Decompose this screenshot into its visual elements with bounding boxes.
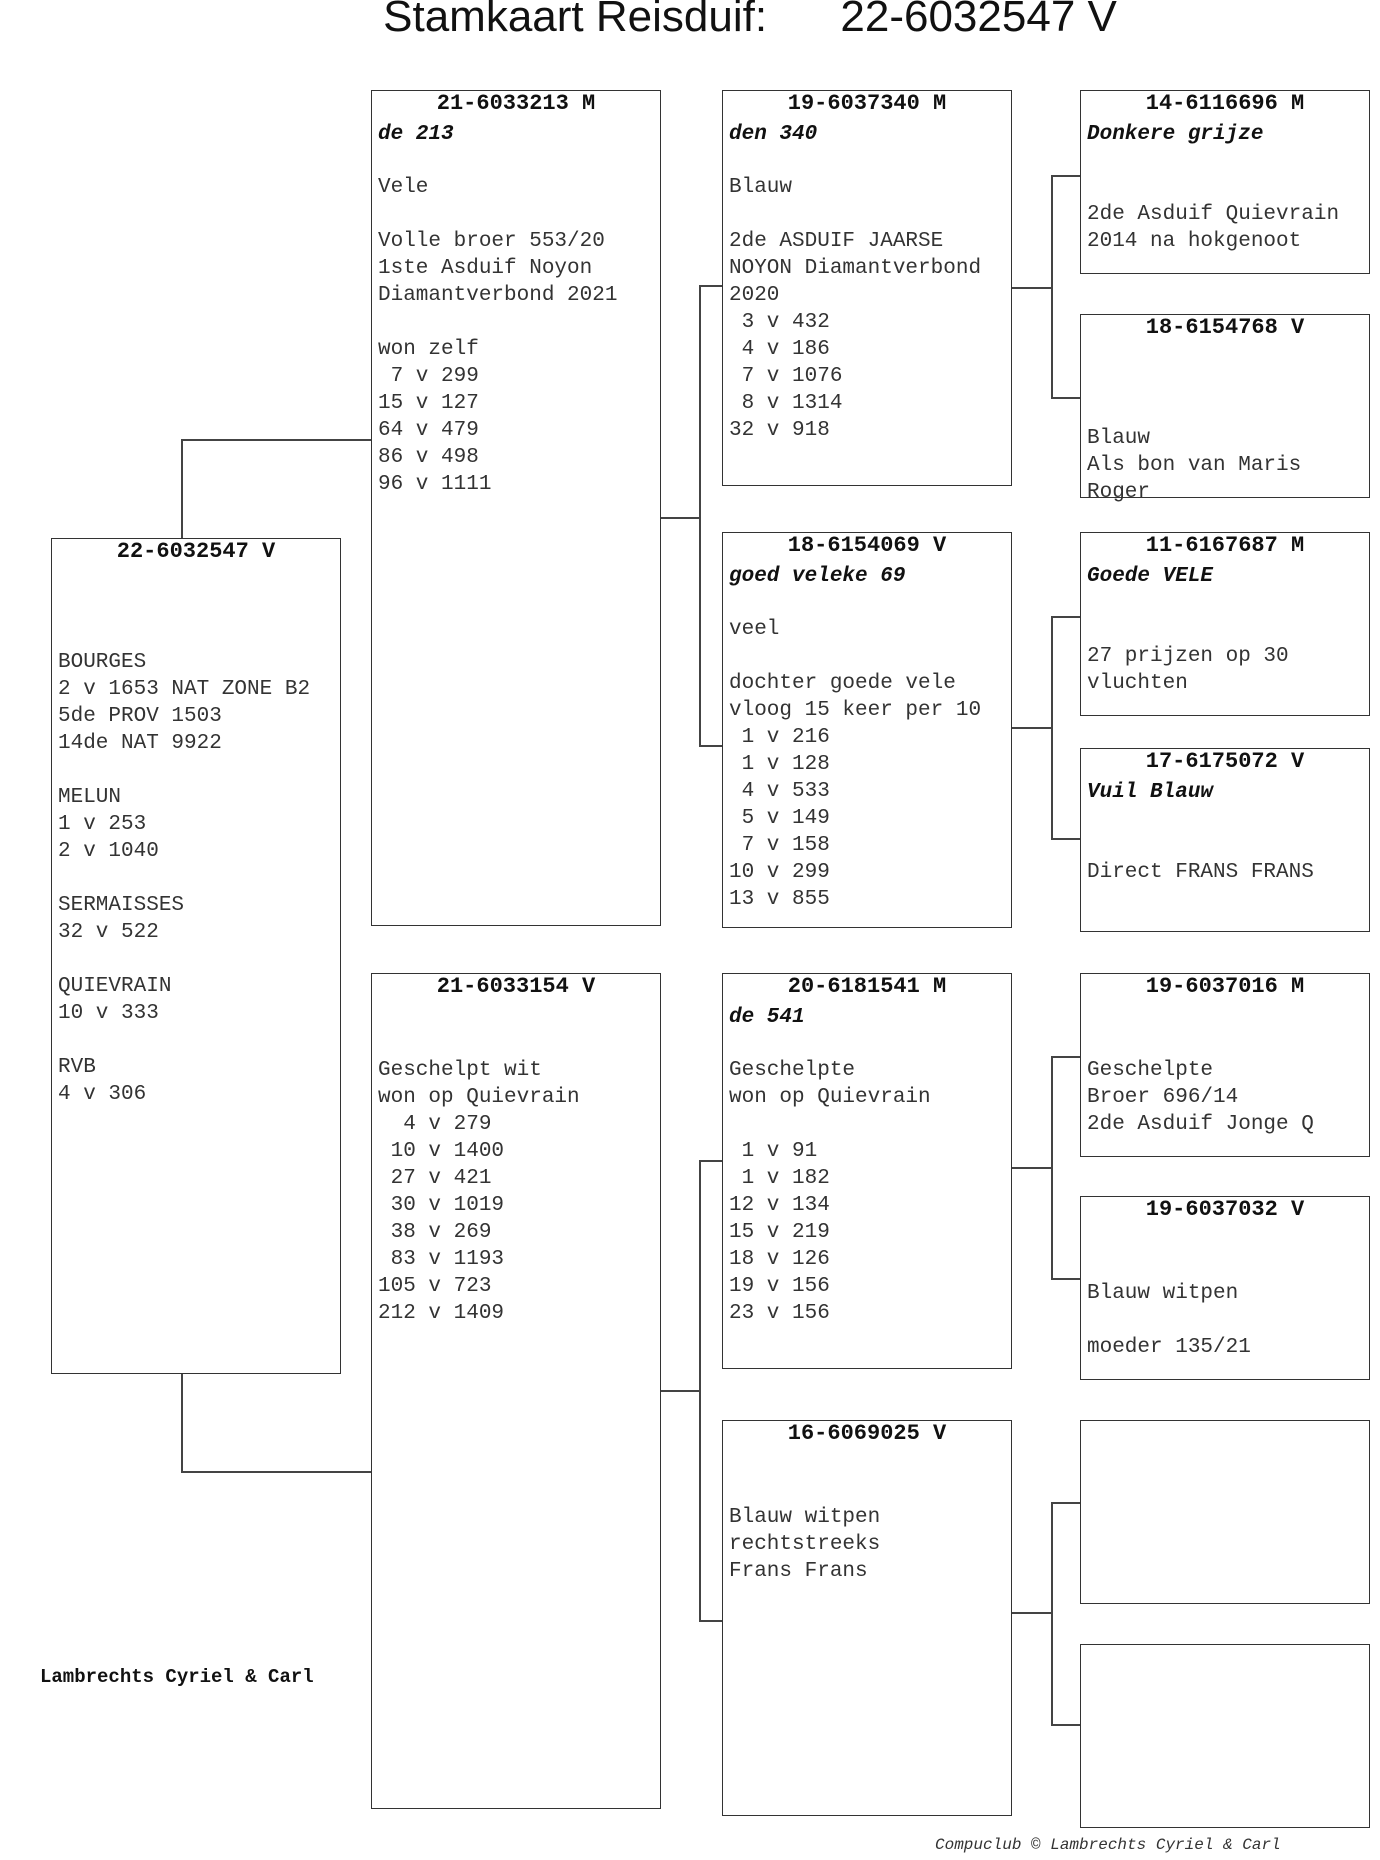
- connector-line: [1051, 616, 1053, 839]
- mother-card[interactable]: [371, 973, 661, 1809]
- pigeon-name: [372, 1004, 660, 1031]
- connector-line: [1051, 838, 1080, 840]
- great-grandparent-card-2[interactable]: [1080, 314, 1370, 504]
- pigeon-name: Vuil Blauw: [1087, 781, 1214, 804]
- maternal-grandfather-card[interactable]: [722, 973, 1012, 1369]
- ring-number: 21-6033213 M: [436, 91, 596, 116]
- owner-name: Lambrechts Cyriel & Carl: [40, 1666, 314, 1688]
- connector-line: [181, 439, 183, 538]
- connector-line: [1051, 1056, 1053, 1279]
- page-title: Stamkaart Reisduif: 22-6032547 V: [383, 0, 1117, 41]
- ring-number: 20-6181541 M: [787, 974, 947, 999]
- pigeon-notes: BOURGES 2 v 1653 NAT ZONE B2 5de PROV 1503 14de NAT 9922 MELUN 1 v 253 2 v 1040 SERMAISSES 32 v 522 QUIEVRAIN 10 v 333 RVB 4 v 306: [58, 651, 311, 1106]
- connector-line: [1051, 1502, 1053, 1725]
- paternal-grandmother-card[interactable]: [722, 532, 1012, 928]
- great-grandparent-card-4[interactable]: [1080, 748, 1370, 932]
- connector-line: [661, 517, 700, 519]
- connector-line: [181, 1374, 183, 1472]
- connector-line: [1012, 1167, 1052, 1169]
- ring-number: 14-6116696 M: [1145, 91, 1305, 116]
- ring-number: 17-6175072 V: [1145, 749, 1305, 774]
- footer-credit: Compuclub © Lambrechts Cyriel & Carl: [935, 1836, 1281, 1854]
- pigeon-notes: Vele Volle broer 553/20 1ste Asduif Noyon Diamantverbond 2021 won zelf 7 v 299 15 v 127 64 v 479 86 v 498 96 v 1111: [378, 176, 618, 496]
- pigeon-name: Donkere grijze: [1087, 123, 1264, 146]
- connector-line: [699, 745, 722, 747]
- father-card[interactable]: [371, 90, 661, 926]
- pigeon-name: Goede VELE: [1087, 565, 1214, 588]
- subject-card[interactable]: [51, 538, 341, 1374]
- connector-line: [699, 1620, 722, 1622]
- pigeon-name: [1081, 1227, 1369, 1254]
- great-grandparent-card-3[interactable]: [1080, 532, 1370, 716]
- connector-line: [1051, 1724, 1080, 1726]
- ring-number: 21-6033154 V: [436, 974, 596, 999]
- connector-line: [1012, 727, 1052, 729]
- pigeon-name: [1081, 1004, 1369, 1031]
- pigeon-notes: Blauw witpen rechtstreeks Frans Frans: [729, 1506, 881, 1583]
- great-grandparent-card-1[interactable]: [1080, 90, 1370, 274]
- pigeon-notes: veel dochter goede vele vloog 15 keer per 10 1 v 216 1 v 128 4 v 533 5 v 149 7 v 158 10 v 299 13 v 855: [729, 618, 982, 911]
- connector-line: [699, 1160, 722, 1162]
- pigeon-notes: 2de Asduif Quievrain 2014 na hokgenoot: [1087, 203, 1340, 253]
- connector-line: [181, 1471, 371, 1473]
- great-grandparent-card-8[interactable]: [1080, 1644, 1370, 1828]
- pigeon-notes: Direct FRANS FRANS: [1087, 861, 1314, 884]
- paternal-grandfather-card[interactable]: [722, 90, 1012, 486]
- connector-line: [1051, 397, 1080, 399]
- maternal-grandmother-card[interactable]: [722, 1420, 1012, 1816]
- ring-number: 18-6154069 V: [787, 533, 947, 558]
- great-grandparent-card-5[interactable]: [1080, 973, 1370, 1157]
- pigeon-notes: Geschelpte Broer 696/14 2de Asduif Jonge Q: [1087, 1059, 1314, 1136]
- ring-number: 19-6037032 V: [1145, 1197, 1305, 1222]
- pigeon-notes: Blauw 2de ASDUIF JAARSE NOYON Diamantverbond 2020 3 v 432 4 v 186 7 v 1076 8 v 1314 32 v 918: [729, 176, 982, 442]
- pigeon-name: goed veleke 69: [729, 565, 906, 588]
- ring-number: 19-6037340 M: [787, 91, 947, 116]
- ring-number: 11-6167687 M: [1145, 533, 1305, 558]
- ring-number: 16-6069025 V: [787, 1421, 947, 1446]
- pigeon-name: de 213: [378, 123, 454, 146]
- connector-line: [1051, 175, 1053, 398]
- ring-number: 22-6032547 V: [116, 539, 276, 564]
- pigeon-name: [1081, 345, 1369, 372]
- pigeon-notes: Geschelpte won op Quievrain 1 v 91 1 v 182 12 v 134 15 v 219 18 v 126 19 v 156 23 v 156: [729, 1059, 931, 1325]
- pigeon-name: [52, 569, 340, 596]
- connector-line: [699, 285, 701, 746]
- connector-line: [181, 439, 371, 441]
- great-grandparent-card-7[interactable]: [1080, 1420, 1370, 1604]
- connector-line: [1012, 1612, 1052, 1614]
- pigeon-notes: Blauw Als bon van Maris Roger: [1087, 427, 1302, 504]
- connector-line: [1051, 616, 1080, 618]
- great-grandparent-card-6[interactable]: [1080, 1196, 1370, 1380]
- ring-number: 19-6037016 M: [1145, 974, 1305, 999]
- connector-line: [699, 1160, 701, 1621]
- connector-line: [1051, 1278, 1080, 1280]
- connector-line: [699, 285, 722, 287]
- connector-line: [1051, 1502, 1080, 1504]
- pigeon-notes: Geschelpt wit won op Quievrain 4 v 279 10 v 1400 27 v 421 30 v 1019 38 v 269 83 v 1193 105 v 723 212 v 1409: [378, 1059, 580, 1325]
- pigeon-name: [723, 1451, 1011, 1478]
- connector-line: [661, 1390, 700, 1392]
- connector-line: [1051, 1056, 1080, 1058]
- connector-line: [1012, 287, 1052, 289]
- pigeon-notes: Blauw witpen moeder 135/21: [1087, 1282, 1251, 1359]
- ring-number: 18-6154768 V: [1145, 315, 1305, 340]
- pigeon-notes: 27 prijzen op 30 vluchten: [1087, 645, 1289, 695]
- pigeon-name: den 340: [729, 123, 818, 146]
- connector-line: [1051, 175, 1080, 177]
- pigeon-name: de 541: [729, 1006, 805, 1029]
